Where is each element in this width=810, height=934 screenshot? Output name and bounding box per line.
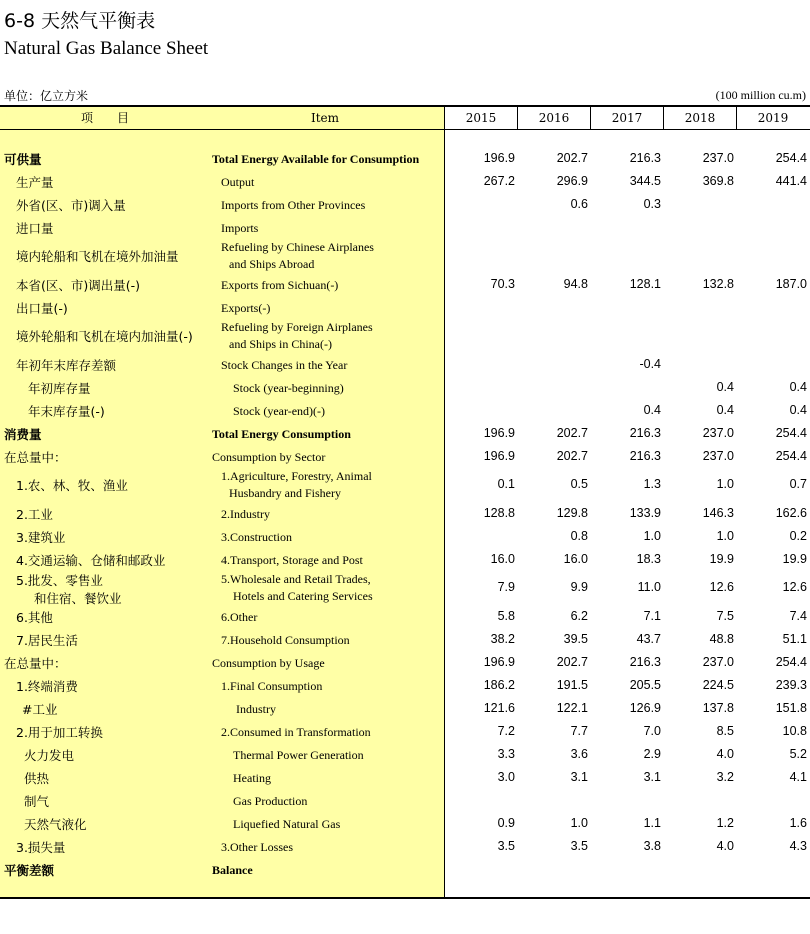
data-cell: 0.4 (716, 403, 734, 417)
header-year: 2019 (757, 111, 789, 125)
row-label-cn: 5.批发、零售业 (16, 573, 103, 588)
row-label-en: Refueling by Foreign Airplanes (221, 320, 373, 334)
data-cell: 3.5 (497, 839, 515, 853)
data-cell: 11.0 (637, 580, 661, 594)
data-cell: 237.0 (702, 426, 734, 440)
row-label-en: Husbandry and Fishery (229, 486, 341, 500)
data-cell: 3.0 (497, 770, 515, 784)
row-label-en: Exports(-) (221, 301, 271, 315)
page-title-en: Natural Gas Balance Sheet (4, 38, 209, 59)
data-cell: 191.5 (556, 678, 588, 692)
data-cell: 196.9 (483, 151, 515, 165)
data-cell: 4.0 (716, 747, 734, 761)
row-label-cn: 年末库存量(-) (28, 404, 105, 419)
row-label-cn: 出口量(-) (16, 301, 68, 316)
data-cell: 0.4 (789, 380, 807, 394)
data-cell: 6.2 (570, 609, 588, 623)
row-label-en: 5.Wholesale and Retail Trades, (221, 572, 371, 586)
data-cell: 196.9 (483, 426, 515, 440)
row-label-cn: 供热 (24, 771, 50, 786)
row-label-en: 4.Transport, Storage and Post (221, 553, 363, 567)
row-label-en: Gas Production (233, 794, 308, 808)
data-cell: 0.1 (497, 477, 515, 491)
row-label-en: Imports from Other Provinces (221, 198, 366, 212)
data-cell: 1.3 (643, 477, 661, 491)
data-cell: 0.4 (643, 403, 661, 417)
data-cell: 129.8 (556, 506, 588, 520)
row-label-cn: 火力发电 (24, 748, 75, 763)
data-cell: 128.8 (483, 506, 515, 520)
data-cell: 0.9 (497, 816, 515, 830)
data-cell: 146.3 (702, 506, 734, 520)
data-cell: 0.6 (570, 197, 588, 211)
data-cell: 16.0 (490, 552, 515, 566)
header-item-en: Item (310, 111, 340, 125)
data-cell: 19.9 (782, 552, 807, 566)
unit-label-cn: 单位：亿立方米 (4, 89, 89, 103)
data-cell: 344.5 (629, 174, 661, 188)
row-label-cn: 境内轮船和飞机在境外加油量 (16, 249, 179, 264)
data-cell: 216.3 (629, 426, 661, 440)
row-label-cn: 生产量 (16, 175, 54, 190)
row-label-cn: 1.终端消费 (16, 679, 78, 694)
row-label-cn: 可供量 (4, 152, 42, 167)
data-cell: 3.8 (643, 839, 661, 853)
data-cell: 132.8 (702, 277, 734, 291)
row-label-en: Heating (233, 771, 271, 785)
row-label-cn: 消费量 (4, 427, 42, 442)
data-cell: 43.7 (636, 632, 661, 646)
row-label-en: and Ships Abroad (229, 257, 315, 271)
row-label-cn: 外省(区、市)调入量 (16, 198, 126, 213)
data-cell: 9.9 (570, 580, 588, 594)
data-cell: 3.1 (570, 770, 588, 784)
row-label-en: Stock (year-beginning) (233, 381, 344, 395)
data-cell: 0.5 (570, 477, 588, 491)
data-cell: 0.8 (570, 529, 588, 543)
row-label-cn: 4.交通运输、仓储和邮政业 (16, 553, 166, 568)
row-label-en: Total Energy Available for Consumption (212, 152, 420, 166)
row-label-cn: 7.居民生活 (16, 633, 78, 648)
row-label-en: 3.Construction (221, 530, 292, 544)
data-cell: 254.4 (775, 449, 807, 463)
row-label-en: Liquefied Natural Gas (233, 817, 341, 831)
data-cell: 3.2 (716, 770, 734, 784)
data-cell: 216.3 (629, 449, 661, 463)
row-label-en: 1.Agriculture, Forestry, Animal (221, 469, 372, 483)
row-label-cn: 境外轮船和飞机在境内加油量(-) (16, 329, 193, 344)
row-label-cn: 3.损失量 (16, 840, 66, 855)
header-year: 2015 (465, 111, 497, 125)
data-cell: -0.4 (639, 357, 661, 371)
data-cell: 254.4 (775, 655, 807, 669)
row-label-en: Consumption by Usage (212, 656, 325, 670)
data-cell: 237.0 (702, 449, 734, 463)
data-cell: 4.3 (789, 839, 807, 853)
row-label-cn: 3.建筑业 (16, 530, 66, 545)
row-label-en: Hotels and Catering Services (233, 589, 373, 603)
data-cell: 7.9 (497, 580, 515, 594)
data-cell: 16.0 (563, 552, 588, 566)
data-cell: 1.0 (716, 529, 734, 543)
row-label-cn: 年初库存量 (28, 381, 91, 396)
row-label-cn: 在总量中： (4, 450, 67, 465)
data-cell: 0.2 (789, 529, 807, 543)
row-label-en: 2.Consumed in Transformation (221, 725, 371, 739)
row-label-cn: 制气 (24, 794, 50, 809)
data-cell: 7.7 (570, 724, 588, 738)
data-cell: 3.3 (497, 747, 515, 761)
data-cell: 38.2 (490, 632, 515, 646)
row-label-en: Thermal Power Generation (233, 748, 364, 762)
row-label-en: 1.Final Consumption (221, 679, 323, 693)
data-cell: 151.8 (775, 701, 807, 715)
row-label-cn: 平衡差额 (4, 863, 55, 878)
row-label-en: 3.Other Losses (221, 840, 293, 854)
row-label-cn: 1.农、林、牧、渔业 (16, 478, 128, 493)
data-cell: 1.0 (716, 477, 734, 491)
data-cell: 237.0 (702, 655, 734, 669)
data-cell: 216.3 (629, 151, 661, 165)
data-cell: 237.0 (702, 151, 734, 165)
data-cell: 7.4 (789, 609, 807, 623)
row-label-cn: #工业 (22, 702, 58, 717)
data-cell: 12.6 (709, 580, 734, 594)
data-cell: 202.7 (556, 426, 588, 440)
data-cell: 7.1 (643, 609, 661, 623)
data-cell: 162.6 (775, 506, 807, 520)
row-label-cn: 6.其他 (16, 610, 53, 625)
data-cell: 51.1 (782, 632, 807, 646)
data-cell: 128.1 (629, 277, 661, 291)
header-item-cn: 项 目 (80, 111, 129, 125)
header-year: 2017 (611, 111, 643, 125)
row-label-cn: 进口量 (16, 221, 54, 236)
data-cell: 7.0 (643, 724, 661, 738)
data-cell: 1.0 (570, 816, 588, 830)
data-cell: 70.3 (490, 277, 515, 291)
data-cell: 5.8 (497, 609, 515, 623)
data-cell: 8.5 (716, 724, 734, 738)
header-year: 2018 (684, 111, 716, 125)
data-cell: 7.2 (497, 724, 515, 738)
row-label-cn: 本省(区、市)调出量(-) (16, 278, 141, 293)
data-cell: 196.9 (483, 449, 515, 463)
data-cell: 122.1 (556, 701, 588, 715)
data-cell: 296.9 (556, 174, 588, 188)
row-label-en: Output (221, 175, 255, 189)
row-label-en: 2.Industry (221, 507, 270, 521)
row-label-en: Stock Changes in the Year (221, 358, 348, 372)
header-year: 2016 (538, 111, 570, 125)
column-divider (444, 106, 445, 898)
row-label-en: Total Energy Consumption (212, 427, 351, 441)
data-cell: 94.8 (563, 277, 588, 291)
row-label-cn: 年初年末库存差额 (16, 358, 117, 373)
data-cell: 224.5 (702, 678, 734, 692)
data-cell: 1.1 (643, 816, 661, 830)
data-cell: 267.2 (483, 174, 515, 188)
row-label-cn: 在总量中： (4, 656, 67, 671)
data-cell: 0.4 (789, 403, 807, 417)
data-cell: 202.7 (556, 449, 588, 463)
data-cell: 7.5 (716, 609, 734, 623)
data-cell: 239.3 (775, 678, 807, 692)
row-label-en: 6.Other (221, 610, 258, 624)
row-label-cn: 2.用于加工转换 (16, 725, 103, 740)
data-cell: 441.4 (775, 174, 807, 188)
row-label-en: 7.Household Consumption (221, 633, 350, 647)
data-cell: 3.6 (570, 747, 588, 761)
data-cell: 254.4 (775, 151, 807, 165)
data-cell: 48.8 (709, 632, 734, 646)
data-cell: 1.6 (789, 816, 807, 830)
row-label-en: Industry (236, 702, 276, 716)
data-cell: 216.3 (629, 655, 661, 669)
data-cell: 137.8 (702, 701, 734, 715)
data-cell: 39.5 (563, 632, 588, 646)
data-cell: 1.2 (716, 816, 734, 830)
data-cell: 205.5 (629, 678, 661, 692)
row-label-cn: 2.工业 (16, 507, 53, 522)
table-top-rule (0, 105, 810, 107)
data-cell: 0.7 (789, 477, 807, 491)
data-cell: 196.9 (483, 655, 515, 669)
data-cell: 1.0 (643, 529, 661, 543)
data-cell: 4.0 (716, 839, 734, 853)
data-cell: 126.9 (629, 701, 661, 715)
data-cell: 4.1 (789, 770, 807, 784)
data-cell: 2.9 (643, 747, 661, 761)
data-cell: 369.8 (702, 174, 734, 188)
row-label-en: Refueling by Chinese Airplanes (221, 240, 374, 254)
row-label-en: Exports from Sichuan(-) (221, 278, 339, 292)
data-cell: 186.2 (483, 678, 515, 692)
data-cell: 18.3 (636, 552, 661, 566)
row-label-cn: 天然气液化 (24, 817, 87, 832)
row-label-cn: 和住宿、餐饮业 (34, 591, 122, 606)
table-header-rule (0, 129, 810, 130)
data-cell: 19.9 (709, 552, 734, 566)
data-cell: 202.7 (556, 655, 588, 669)
page-title-cn: 6-8 天然气平衡表 (4, 10, 156, 32)
data-cell: 202.7 (556, 151, 588, 165)
data-cell: 12.6 (782, 580, 807, 594)
table-bottom-rule (0, 897, 810, 899)
data-cell: 0.3 (643, 197, 661, 211)
data-cell: 254.4 (775, 426, 807, 440)
data-cell: 187.0 (775, 277, 807, 291)
row-label-en: and Ships in China(-) (229, 337, 332, 351)
data-cell: 3.5 (570, 839, 588, 853)
row-label-en: Imports (221, 221, 259, 235)
data-cell: 121.6 (483, 701, 515, 715)
data-cell: 3.1 (643, 770, 661, 784)
data-cell: 10.8 (782, 724, 807, 738)
row-label-en: Balance (212, 863, 253, 877)
row-label-en: Stock (year-end)(-) (233, 404, 326, 418)
row-label-en: Consumption by Sector (212, 450, 326, 464)
unit-label-en: (100 million cu.m) (715, 88, 806, 102)
data-cell: 133.9 (629, 506, 661, 520)
data-cell: 0.4 (716, 380, 734, 394)
data-cell: 5.2 (789, 747, 807, 761)
